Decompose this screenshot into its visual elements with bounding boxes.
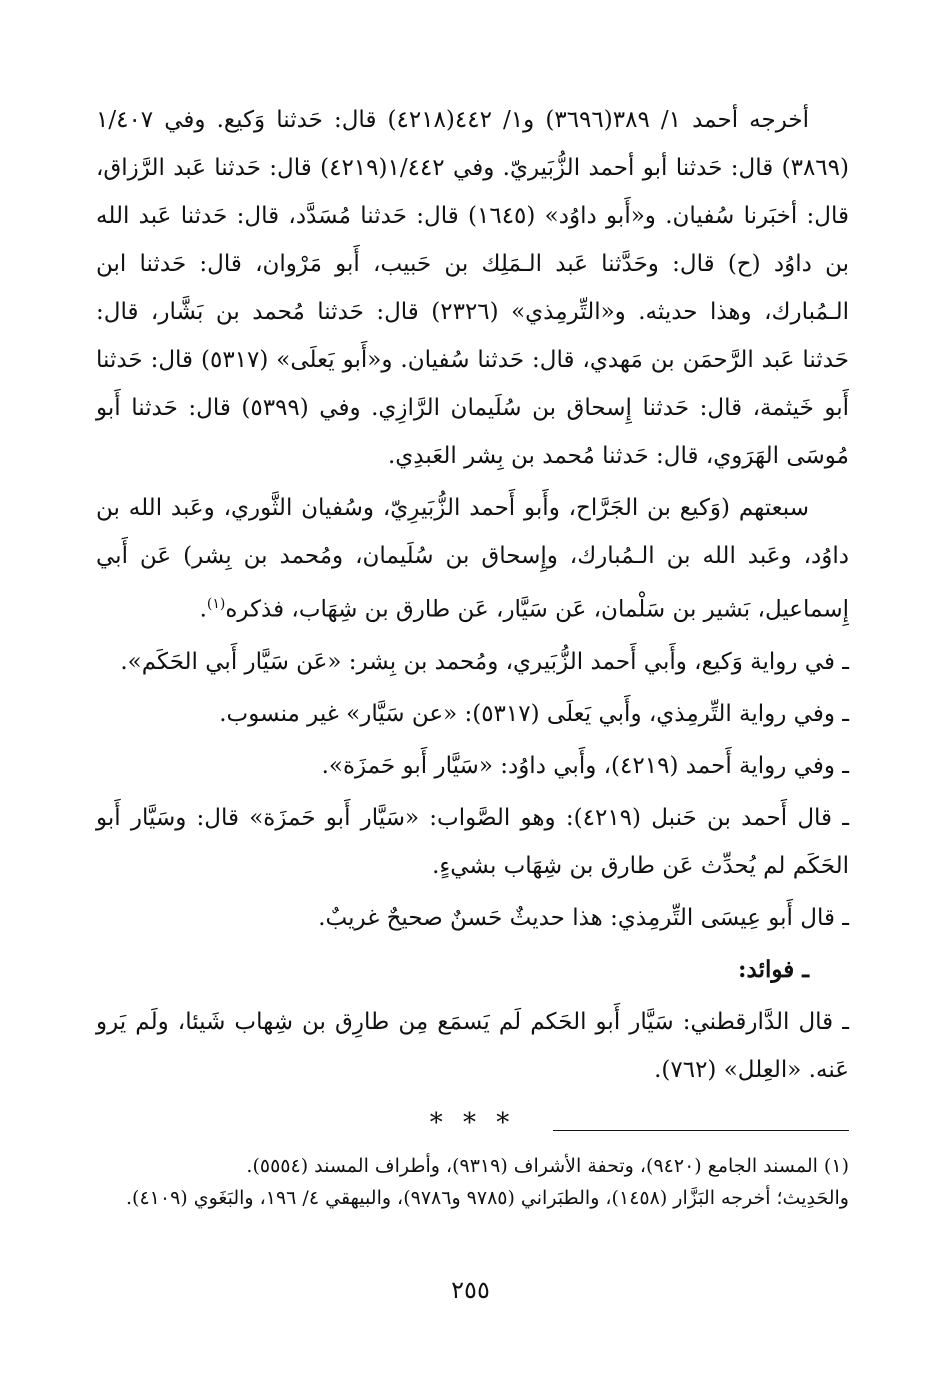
note-tirmidhi-riwaya: ـ وفي رواية التِّرمِذي، وأَبي يَعلَى (٥٣١٧): «عن سَيَّار» غير منسوب. xyxy=(219,700,849,727)
fawaid-heading: ـ فوائد: xyxy=(738,955,809,983)
note-waki-riwaya: ـ في رواية وَكيع، وأَبي أَحمد الزُّبَيري، ومُحمد بن بِشر: «عَن سَيَّار أَبي الحَكَم». xyxy=(120,648,849,675)
paragraph-narrators-end: . xyxy=(199,596,207,623)
footnote-separator xyxy=(553,1130,849,1131)
paragraph-narrators xyxy=(96,484,849,634)
footnote-marker[interactable]: (١) xyxy=(206,596,226,612)
note-ahmad-riwaya: ـ وفي رواية أَحمد (٤٢١٩)، وأَبي داوُد: «سَيَّار أَبو حَمزَة». xyxy=(321,752,849,779)
paragraph-takhrij: أخرجه أحمد ١/ ٣٨٩(٣٦٩٦) و١/ ٤٤٢(٤٢١٨) قال: حَدثنا وَكيع. وفي ١/٤٠٧ (٣٨٦٩) قال: حَدثنا أبو أحمد الزُّبَيريّ. وفي ١/٤٤٢(٤٢١٩) قال: حَدثنا عَبد الرَّزاق، قال: أخبَرنا سُفيان. و«أَبو داوُد» (١٦٤٥) قال: حَدثنا مُسَدَّد، قال: حَدثنا عَبد الله بن داوُد (ح) قال: وحَدَّثنا عَبد الـمَلِك بن حَبيب، أَبو مَرْوان، قال: حَدثنا ابن الـمُبارك، وهذا حديثه. و«التِّرمِذي» (٢٣٢٦) قال: حَدثنا مُحمد بن بَشَّار، قال: حَدثنا عَبد الرَّحمَن بن مَهدي، قال: حَدثنا سُفيان. و«أَبو يَعلَى» (٥٣١٧) قال: حَدثنا أَبو خَيثمة، قال: حَدثنا إِسحاق بن سُلَيمان الرَّازِي. وفي (٥٣٩٩) قال: حَدثنا أَبو مُوسَى الهَرَوي، قال: حَدثنا مُحمد بن بِشر العَبدِي. xyxy=(96,107,850,469)
footnote-1: (١) المسند الجامع (٩٤٢٠)، وتحفة الأشراف (٩٣١٩)، وأطراف المسند (٥٥٥٤). xyxy=(246,1155,849,1177)
paragraph-narrators-text: سبعتهم (وَكيع بن الجَرَّاح، وأَبو أَحمد الزُّبَيرِيّ، وسُفيان الثَّوري، وعَبد الله بن داوُد، وعَبد الله بن الـمُبارك، وإِسحاق بن سُلَيمان، ومُحمد بن بِشر) عَن أَبي إِسماعيل، بَشير بن سَلْمان، عَن سَيَّار، عَن طارق بن شِهَاب، فذكره xyxy=(96,495,849,623)
footnote-2: والحَدِيث؛ أخرجه البَزَّار (١٤٥٨)، والطبَراني (٩٧٨٥ و٩٧٨٦)، والبيهقي ٤/ ١٩٦، والبَغَوي (٤١٠٩). xyxy=(126,1187,849,1209)
section-divider-stars: * * * xyxy=(429,1107,516,1138)
note-tirmidhi-hukm: ـ قال أَبو عِيسَى التِّرمِذي: هذا حديثٌ حَسنٌ صحيحٌ غريبٌ. xyxy=(318,904,849,931)
footnotes xyxy=(96,1150,849,1214)
note-daraqutni: ـ قال الدَّارقطني: سَيَّار أَبو الحَكم لَم يَسمَع مِن طارِق بن شِهاب شَيئا، ولَم يَرو عَنه. «العِلل» (٧٦٢). xyxy=(96,1008,849,1083)
page-number: ٢٥٥ xyxy=(451,1276,490,1304)
note-ahmad-qawl: ـ قال أَحمد بن حَنبل (٤٢١٩): وهو الصَّواب: «سَيَّار أَبو حَمزَة» قال: وسَيَّار أَبو الحَكَم لم يُحدِّث عَن طارق بن شِهَاب بشيءٍ. xyxy=(96,804,849,879)
page-body xyxy=(96,96,849,1148)
